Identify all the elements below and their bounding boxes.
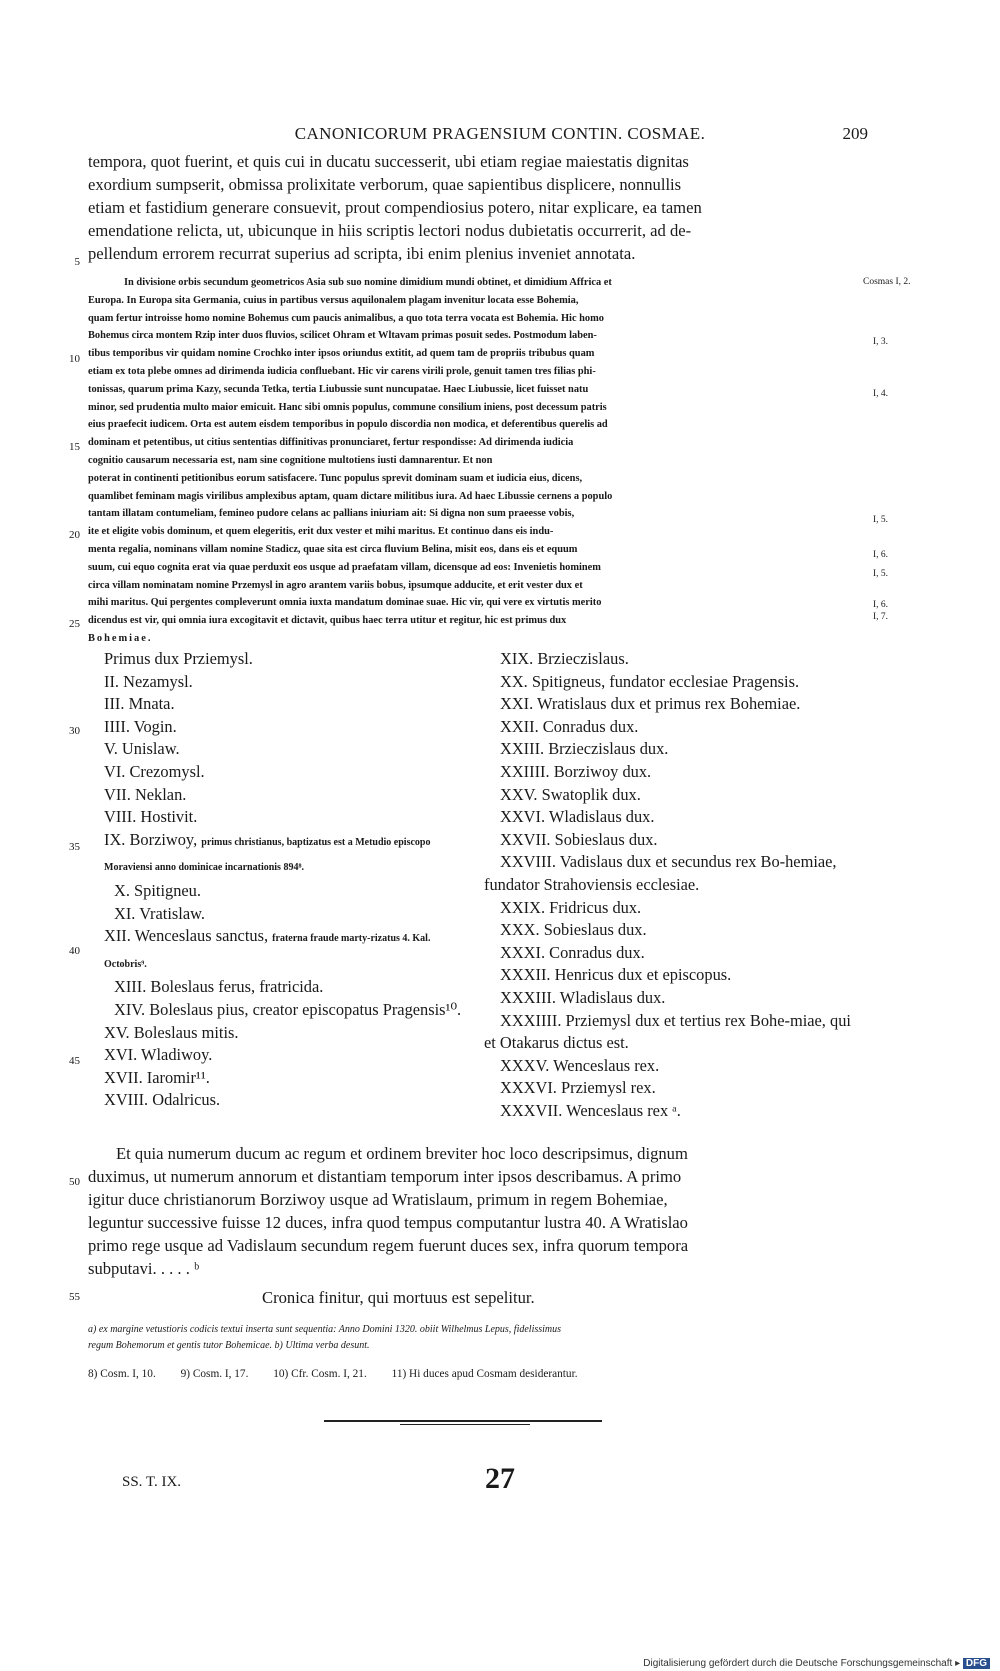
list-item: XV. Boleslaus mitis.	[104, 1022, 239, 1042]
line-number: 40	[69, 945, 80, 957]
text-line: primo rege usque ad Vadislaum secundum regem fuerunt duces sex, infra quorum tempora	[88, 1236, 689, 1255]
page-number: 209	[842, 124, 868, 143]
list-item: XXXVI. Prziemysl rex.	[500, 1078, 656, 1098]
dfg-logo: DFG	[963, 1658, 990, 1669]
digitization-credit: Digitalisierung gefördert durch die Deutsche Forschungsgemeinschaft ▸ DFG	[643, 1658, 990, 1669]
list-item: XXX. Sobieslaus dux.	[500, 920, 647, 940]
margin-note: I, 6.	[873, 550, 889, 560]
line-number: 10	[69, 353, 80, 365]
margin-note: I, 3.	[873, 337, 889, 347]
list-item: XXVIII. Vadislaus dux et secundus rex Bo-hemiae, fundator Strahoviensis ecclesiae.	[484, 852, 837, 894]
list-item: XIX. Brzieczislaus.	[500, 649, 629, 668]
margin-note: I, 5.	[873, 569, 889, 579]
footnote: 8) Cosm. I, 10.	[88, 1368, 156, 1380]
margin-note: I, 6.	[873, 600, 889, 610]
closing-paragraph	[88, 1142, 858, 1280]
list-item: XXI. Wratislaus dux et primus rex Bohemiae.	[500, 694, 801, 714]
list-item: XIV. Boleslaus pius, creator episcopatus Pragensis¹⁰.	[114, 999, 462, 1019]
line-number: 5	[74, 256, 80, 268]
small-line: tonissas, quarum prima Kazy, secunda Tetka, tertia Liubussie sunt nuncupatae. Haec Liubussie, licet fuisset natu	[88, 383, 589, 395]
small-line: poterat in continenti petitionibus eorum satisfacere. Tunc populus sprevit dominam suam et iudicia eius, dicens,	[88, 472, 583, 484]
list-item-title: XII. Wenceslaus sanctus,	[104, 926, 269, 946]
small-line: menta regalia, nominans villam nomine Stadicz, quae sita est circa fluvium Belina, misit eos, dans eis et equum	[88, 543, 578, 555]
line-number: 35	[69, 841, 80, 853]
list-item: XXXIII. Wladislaus dux.	[500, 987, 666, 1007]
small-line: tantam illatam contumeliam, femineo pudore celans ac pallians iniuriam ait: Si digna non sum praeesse vobis,	[88, 508, 575, 520]
list-item: XVI. Wladiwoy.	[104, 1045, 213, 1065]
list-item-note: fraterna fraude marty-rizatus 4. Kal. Octobris⁹.	[104, 933, 431, 970]
list-item-note: primus christianus, baptizatus est a Metudio episcopo Moraviensi anno dominicae incarnationis 894⁸.	[104, 836, 431, 874]
list-item: XXXVII. Wenceslaus rex ᵃ.	[500, 1100, 681, 1120]
margin-note: I, 4.	[873, 389, 889, 399]
decorative-rule-underline	[400, 1424, 530, 1425]
list-item: XXXIIII. Prziemysl dux et tertius rex Bohe-miae, qui et Otakarus dictus est.	[484, 1010, 851, 1053]
list-column-right	[484, 648, 854, 1122]
small-line: Bohemus circa montem Rzip inter duos fluvios, scilicet Ohram et Wltavam primas posuit sedes. Postmodum laben-	[88, 330, 597, 342]
small-line: eius praefecit iudicem. Orta est autem eisdem temporibus in populo discordia non modica, et deferentibus querelis ad	[88, 419, 608, 431]
list-item: XVIII. Odalricus.	[104, 1090, 221, 1110]
list-item: XXIX. Fridricus dux.	[500, 897, 642, 917]
list-item: XXVI. Wladislaus dux.	[500, 807, 655, 827]
text-line: tempora, quot fuerint, et quis cui in ducatu successerit, ubi etiam regiae maiestatis dignitas	[88, 152, 689, 171]
small-line: tibus temporibus vir quidam nomine Crochko inter ipsos oriundus extitit, ad quem tam de propriis tribubus quam	[88, 348, 595, 360]
list-item	[88, 829, 463, 880]
list-item: VII. Neklan.	[104, 784, 187, 804]
signature-mark: SS. T. IX.	[122, 1474, 182, 1490]
list-item: XVII. Iaromir¹¹.	[104, 1067, 210, 1087]
list-item: IIII. Vogin.	[104, 716, 177, 736]
running-head: CANONICORUM PRAGENSIUM CONTIN. COSMAE.	[294, 124, 706, 143]
small-line: Bohemiae.	[88, 632, 153, 644]
small-line: circa villam nominatam nomine Przemysl in agro arantem variis bobus, ipsumque adducite, et erit vester dux et	[88, 579, 583, 591]
list-item: XXIIII. Borziwoy dux.	[500, 761, 652, 781]
margin-note: I, 7.	[873, 612, 889, 622]
small-line: minor, sed prudentia multo maior emicuit. Hanc sibi omnis populus, commune consilium iniens, post decessum patris	[88, 401, 607, 413]
list-item	[88, 925, 463, 976]
line-number: 55	[69, 1291, 80, 1303]
footnote-line: a) ex margine vetustioris codicis textui inserta sunt sequentia: Anno Domini 1320. obiit Wilhelmus Lepus, fidelissimus	[88, 1324, 562, 1335]
line-number: 20	[69, 529, 80, 541]
list-item: XIII. Boleslaus ferus, fratricida.	[114, 977, 324, 997]
list-item: V. Unislaw.	[104, 739, 180, 759]
footnote: 9) Cosm. I, 17.	[180, 1368, 249, 1380]
list-item: XX. Spitigneus, fundator ecclesiae Pragensis.	[500, 671, 800, 691]
list-item: Primus dux Prziemysl.	[104, 649, 253, 668]
line-number: 45	[69, 1055, 80, 1067]
small-line: dicendus est vir, qui omnia iura excogitavit et dictavit, quibus haec terra utitur et regitur, hic est primus dux	[88, 615, 567, 627]
text-line: emendatione relicta, ut, ubicunque in hiis scriptis lectori nodus dubietatis occurrerit, ad de-	[88, 221, 692, 240]
list-item: XXII. Conradus dux.	[500, 716, 639, 736]
small-line: quam fertur introisse homo nomine Bohemus cum paucis animalibus, a quo tota terra vocata est Bohemia. Hic homo	[88, 312, 604, 324]
text-line: exordium sumpserit, obmissa prolixitate verborum, quae sapientibus displicere, nonnullis	[88, 175, 682, 194]
decorative-rule	[324, 1420, 602, 1422]
text-line: etiam et fastidium generare consuevit, prout compendiosius potero, nitar explicare, ea tamen	[88, 198, 702, 217]
text-line: subputavi. . . . . ᵇ	[88, 1259, 200, 1278]
list-item: XXV. Swatoplik dux.	[500, 784, 641, 804]
text-line: igitur duce christianorum Borziwoy usque ad Wratislaum, primum in regem Bohemiae,	[88, 1190, 668, 1209]
list-item: VIII. Hostivit.	[104, 807, 198, 827]
footnote-line: regum Bohemorum et gentis tutor Bohemicae. b) Ultima verba desunt.	[88, 1340, 370, 1351]
list-column-left	[88, 648, 463, 1112]
list-item-title: IX. Borziwoy,	[104, 829, 198, 849]
list-item: XXXI. Conradus dux.	[500, 942, 645, 962]
small-print-block	[88, 274, 858, 648]
list-item: XI. Vratislaw.	[114, 903, 205, 923]
margin-note: I, 5.	[873, 515, 889, 525]
text-line: duximus, ut numerum annorum et distantiam temporum inter ipsos describamus. A primo	[88, 1167, 682, 1186]
footnotes-letters	[88, 1322, 858, 1354]
list-item: XXIII. Brzieczislaus dux.	[500, 739, 669, 759]
list-item: XXXV. Wenceslaus rex.	[500, 1055, 660, 1075]
explicit: Cronica finitur, qui mortuus est sepelitur.	[262, 1288, 535, 1307]
footnote: 10) Cfr. Cosm. I, 21.	[273, 1368, 367, 1380]
line-number: 50	[69, 1176, 80, 1188]
list-item: II. Nezamysl.	[104, 671, 193, 691]
sheet-number: 27	[485, 1462, 515, 1495]
small-line: dominam et petentibus, ut citius sententias diffinitivas pronunciaret, fertur respondisse: Ad dirimenda iudicia	[88, 437, 574, 449]
footnote: 11) Hi duces apud Cosmam desiderantur.	[391, 1368, 578, 1380]
digitization-note: Digitalisierung gefördert durch die Deutsche Forschungsgemeinschaft	[643, 1658, 953, 1669]
small-line: etiam ex tota plebe omnes ad dirimenda iudicia confluebant. Hic vir carens virili prole, genuit tamen tres filias phi-	[88, 365, 596, 377]
small-line: suum, cui equo cognita erat via quae perduxit eos usque ad praefatam villam, dicensque ad eos: Invenietis hominem	[88, 561, 601, 573]
list-item: VI. Crezomysl.	[104, 761, 205, 781]
text-line: leguntur successive fuisse 12 duces, infra quod tempus computantur lustra 40. A Wratislao	[88, 1213, 688, 1232]
small-line: In divisione orbis secundum geometricos Asia sub suo nomine dimidium mundi obtinet, et dimidium Affrica et	[124, 277, 612, 288]
footnotes-numbers	[88, 1368, 858, 1380]
small-line: Europa. In Europa sita Germania, cuius in partibus versus aquilonalem plagam invenitur locata esse Bohemia,	[88, 294, 579, 306]
line-number: 25	[69, 618, 80, 630]
intro-paragraph	[88, 150, 858, 265]
text-line: Et quia numerum ducum ac regum et ordinem breviter hoc loco descripsimus, dignum	[116, 1144, 688, 1163]
small-line: cognitio causarum necessaria est, nam sine cognitione multotiens iusti damnarentur. Et non	[88, 454, 493, 466]
list-item: III. Mnata.	[104, 694, 175, 714]
text-line: pellendum errorem recurrat superius ad scripta, ibi enim plenius inveniet annotata.	[88, 244, 636, 263]
small-line: mihi maritus. Qui pergentes compleverunt omnia iuxta mandatum dominae suae. Hic vir, qui vere ex virtutis merito	[88, 597, 602, 609]
list-item: XXVII. Sobieslaus dux.	[500, 829, 658, 849]
list-item: X. Spitigneu.	[114, 880, 201, 900]
line-number: 30	[69, 725, 80, 737]
list-item: XXXII. Henricus dux et episcopus.	[500, 965, 732, 985]
margin-note: Cosmas I, 2.	[863, 277, 911, 287]
line-number: 15	[69, 441, 80, 453]
small-line: quamlibet feminam magis virilibus amplexibus aptam, quam dictare militibus iura. Ad haec Libussie cernens a populo	[88, 490, 613, 502]
small-line: ite et eligite vobis dominum, et quem elegeritis, erit dux vester et mihi maritus. Et continuo dans eis indu-	[88, 526, 554, 538]
